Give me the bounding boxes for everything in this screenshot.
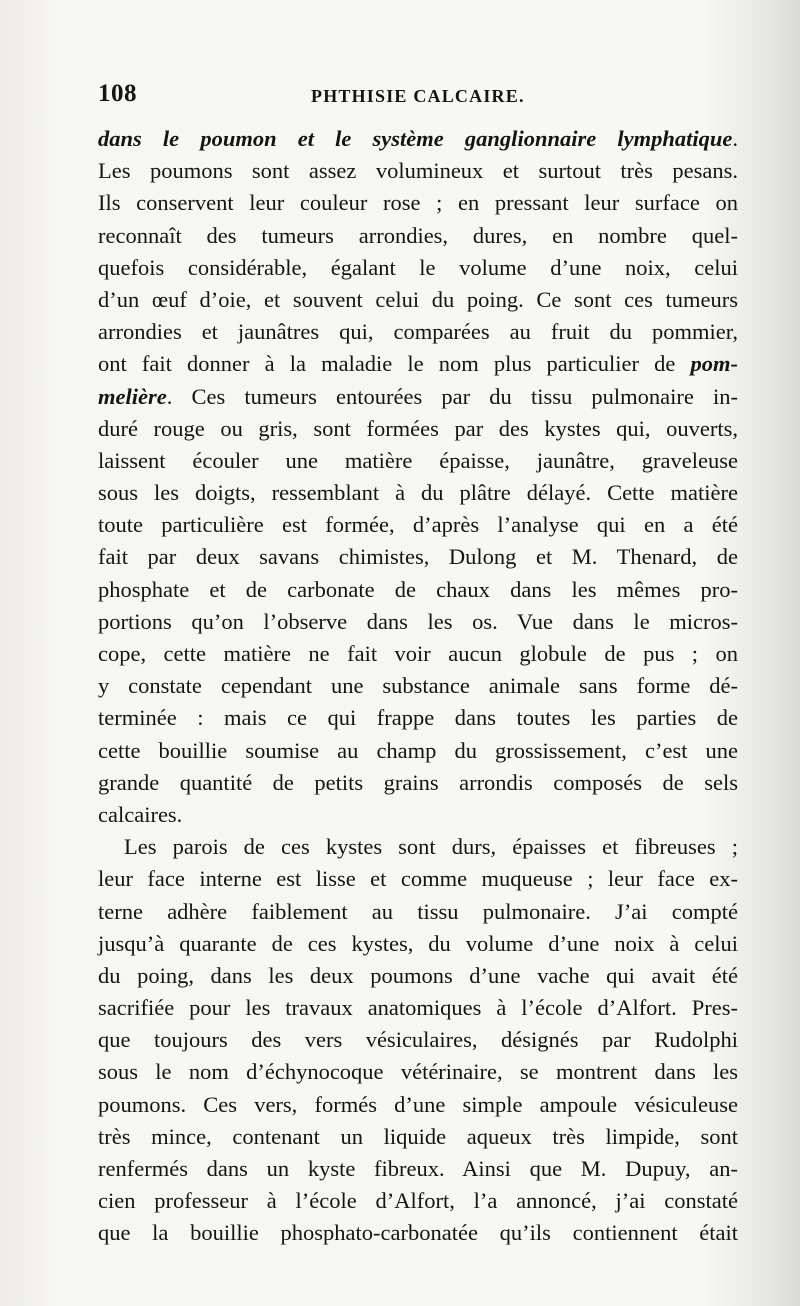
text-line xyxy=(98,123,738,155)
text-segment: jusqu’à quarante de ces kystes, du volume d’une noix à celui xyxy=(98,930,738,956)
text-line xyxy=(98,348,738,380)
text-line xyxy=(98,1089,738,1121)
text-segment: Les parois de ces kystes sont durs, épaisses et fibreuses ; xyxy=(124,834,738,860)
text-segment: y constate cependant une substance animale sans forme dé- xyxy=(98,673,738,699)
text-segment: d’un œuf d’oie, et souvent celui du poing. Ce sont ces tumeurs xyxy=(98,286,738,312)
text-line xyxy=(98,896,738,928)
text-line xyxy=(98,155,738,187)
text-segment: terminée : mais ce qui frappe dans toutes les parties de xyxy=(98,705,738,731)
text-line xyxy=(98,1185,738,1217)
text-segment: leur face interne est lisse et comme muqueuse ; leur face ex- xyxy=(98,866,738,892)
text-segment: du poing, dans les deux poumons d’une vache qui avait été xyxy=(98,962,738,988)
text-line xyxy=(98,445,738,477)
text-segment: poumons. Ces vers, formés d’une simple ampoule vésiculeuse xyxy=(98,1091,738,1117)
italic-segment: melière xyxy=(98,383,167,409)
text-segment: calcaires. xyxy=(98,801,183,827)
text-segment: . Ces tumeurs entourées par du tissu pulmonaire in- xyxy=(166,383,738,409)
text-line xyxy=(98,735,738,767)
text-line xyxy=(98,541,738,573)
text-line xyxy=(98,831,738,863)
text-segment: quefois considérable, égalant le volume d’une noix, celui xyxy=(98,254,738,280)
page-header xyxy=(98,80,738,120)
text-line xyxy=(98,799,738,831)
text-line xyxy=(98,1024,738,1056)
text-line xyxy=(98,187,738,219)
text-line xyxy=(98,1056,738,1088)
text-line xyxy=(98,992,738,1024)
text-line xyxy=(98,574,738,606)
text-line xyxy=(98,316,738,348)
text-line xyxy=(98,1153,738,1185)
text-segment: . xyxy=(732,126,738,151)
italic-segment: dans le poumon et le système ganglionnaire lymphatique xyxy=(98,126,733,151)
text-segment: que la bouillie phosphato-carbonatée qu’ils contiennent était xyxy=(98,1220,738,1246)
text-segment: toute particulière est formée, d’après l’analyse qui en a été xyxy=(98,512,738,538)
text-segment: très mince, contenant un liquide aqueux très limpide, sont xyxy=(98,1123,738,1149)
text-segment: sous les doigts, ressemblant à du plâtre délayé. Cette matière xyxy=(98,480,738,506)
text-segment: sous le nom d’échynocoque vétérinaire, se montrent dans les xyxy=(98,1059,738,1085)
text-segment: cette bouillie soumise au champ du grossissement, c’est une xyxy=(98,737,738,763)
text-segment: cien professeur à l’école d’Alfort, l’a annoncé, j’ai constaté xyxy=(98,1188,738,1214)
text-segment: que toujours des vers vésiculaires, désignés par Rudolphi xyxy=(98,1027,738,1053)
text-line xyxy=(98,413,738,445)
text-segment: arrondies et jaunâtres qui, comparées au fruit du pommier, xyxy=(98,319,738,345)
running-title: PHTHISIE CALCAIRE. xyxy=(311,86,525,106)
text-line xyxy=(98,606,738,638)
text-line xyxy=(98,767,738,799)
text-line xyxy=(98,1217,738,1249)
text-segment: Ils conservent leur couleur rose ; en pressant leur surface on xyxy=(98,190,738,216)
text-segment: grande quantité de petits grains arrondis composés de sels xyxy=(98,769,738,795)
text-segment: sacrifiée pour les travaux anatomiques à l’école d’Alfort. Pres- xyxy=(98,995,738,1021)
page-number: 108 xyxy=(98,80,137,107)
text-line xyxy=(98,252,738,284)
text-line xyxy=(98,670,738,702)
text-line xyxy=(98,381,738,413)
text-segment: renfermés dans un kyste fibreux. Ainsi que M. Dupuy, an- xyxy=(98,1156,738,1181)
text-line xyxy=(98,702,738,734)
text-line xyxy=(98,638,738,670)
text-line xyxy=(98,863,738,895)
text-line xyxy=(98,960,738,992)
text-segment: fait par deux savans chimistes, Dulong et M. Thenard, de xyxy=(98,544,738,570)
text-segment: Les poumons sont assez volumineux et surtout très pesans. xyxy=(98,158,738,184)
text-segment: phosphate et de carbonate de chaux dans les mêmes pro- xyxy=(98,576,738,602)
text-segment: portions qu’on l’observe dans les os. Vue dans le micros- xyxy=(98,608,738,634)
text-line xyxy=(98,284,738,316)
text-segment: duré rouge ou gris, sont formées par des kystes qui, ouverts, xyxy=(98,415,738,441)
text-line xyxy=(98,928,738,960)
body-text xyxy=(98,123,738,1250)
text-line xyxy=(98,220,738,252)
text-segment: terne adhère faiblement au tissu pulmonaire. J’ai compté xyxy=(98,898,738,924)
text-segment: cope, cette matière ne fait voir aucun globule de pus ; on xyxy=(98,641,738,666)
text-segment: laissent écouler une matière épaisse, jaunâtre, graveleuse xyxy=(98,447,738,473)
text-segment: ont fait donner à la maladie le nom plus particulier de xyxy=(98,351,691,377)
text-segment: reconnaît des tumeurs arrondies, dures, en nombre quel- xyxy=(98,222,738,248)
text-line xyxy=(98,1121,738,1153)
text-line xyxy=(98,477,738,509)
italic-segment: pom- xyxy=(690,351,738,377)
text-line xyxy=(98,509,738,541)
